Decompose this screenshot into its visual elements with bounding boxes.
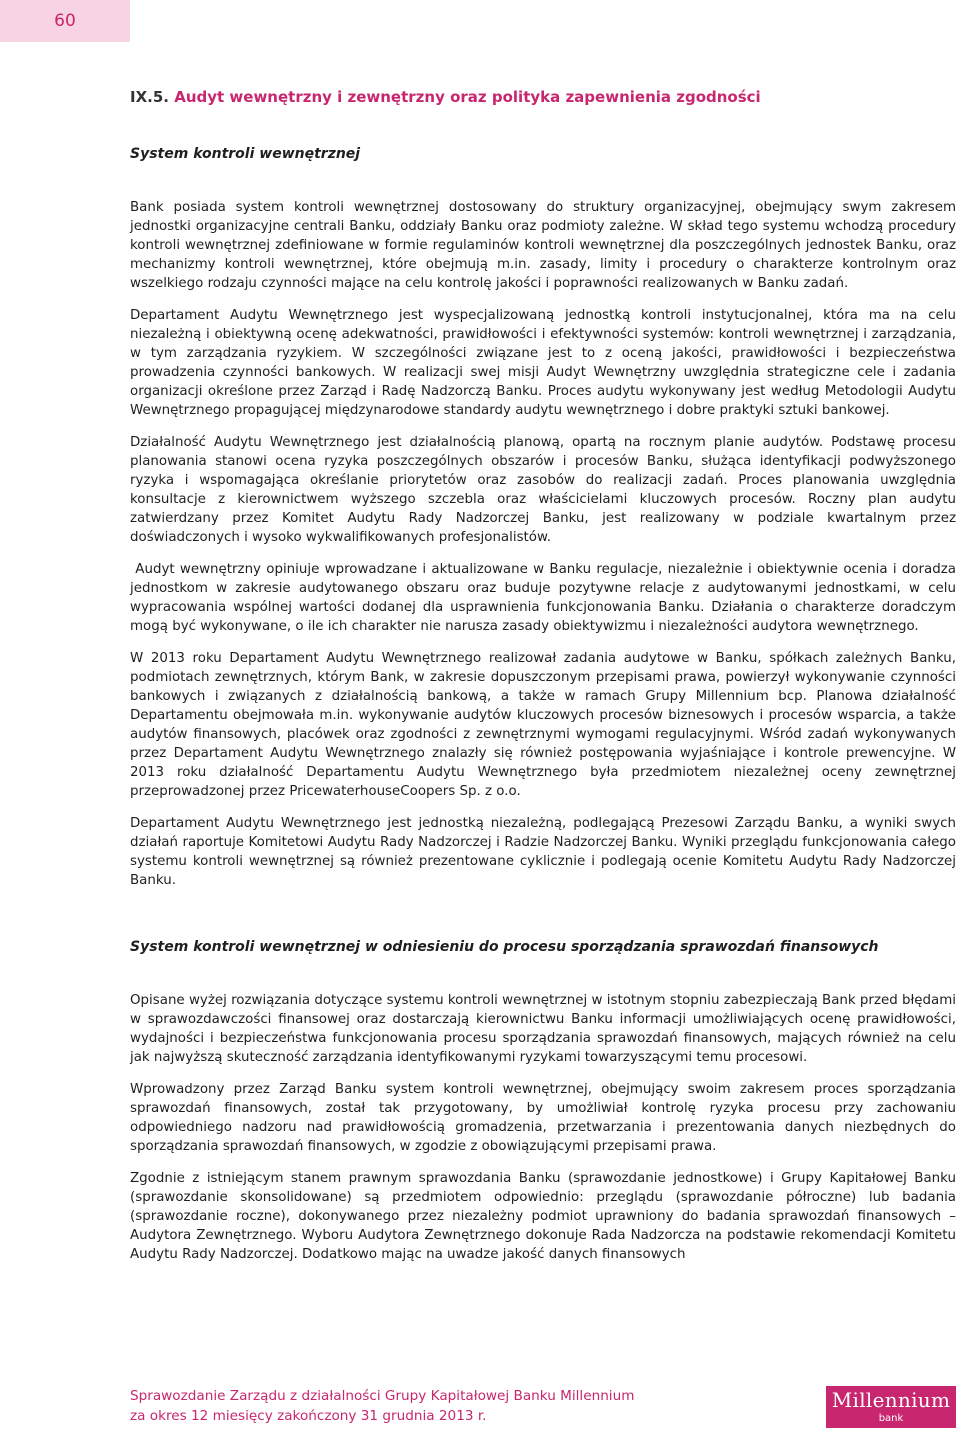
logo-subtext: bank	[878, 1413, 904, 1424]
paragraph: Bank posiada system kontroli wewnętrznej dostosowany do struktury organizacyjnej, obejmujący swym zakresem jednostki organizacyjne centrali Banku, oddziały Banku oraz podmioty zależne. W skład tego systemu wchodzą procedury kontroli wewnętrznej zdefiniowane w formie regulaminów kontroli wewnętrznej dla poszczególnych jednostek Banku, oraz mechanizmy kontroli wewnętrznej, które obejmują m.in. zasady, limity i procedury o charakterze kontrolnym oraz wszelkiego rodzaju czynności mające na celu kontrolę jakości i poprawności realizowanych w Banku zadań.	[130, 200, 956, 291]
paragraph: Audyt wewnętrzny opiniuje wprowadzane i aktualizowane w Banku regulacje, niezależnie i obiektywnie ocenia i doradza jednostkom w zakresie audytowanego obszaru oraz buduje pozytywne relacje z audytowanymi jednostkami, w celu wypracowania wspólnej wartości dodanej dla usprawnienia funkcjonowania Banku. Działania o charakterze doradczym mogą być wykonywane, o ile ich charakter nie narusza zasady obiektywizmu i niezależności audytora wewnętrznego.	[130, 562, 960, 634]
subheading-financial-reporting: System kontroli wewnętrznej w odniesieniu do procesu sporządzania sprawozdań finansowych	[130, 939, 879, 955]
page-footer	[130, 1386, 956, 1430]
page-number: 60	[0, 0, 130, 42]
logo-wordmark: Millennium	[831, 1388, 951, 1412]
section-number: IX.5.	[130, 88, 169, 106]
footer-text	[130, 1386, 634, 1426]
footer-line-2: za okres 12 miesięcy zakończony 31 grudnia 2013 r.	[130, 1408, 487, 1424]
paragraph: W 2013 roku Departament Audytu Wewnętrznego realizował zadania audytowe w Banku, spółkach zależnych Banku, podmiotach zewnętrznych, którym Bank, w zakresie dopuszczonym przepisami prawa, powierzył wykonywanie czynności bankowych i związanych z działalnością bankową, a także w ramach Grupy Millennium bcp. Planowa działalność Departamentu obejmowała m.in. wykonywanie audytów kluczowych procesów biznesowych i procesów wsparcia, a także audytów finansowych, placówek oraz zgodności z zewnętrznymi wymogami regulacyjnymi. Wśród zadań wykonywanych przez Departament Audytu Wewnętrznego znalazły się również postępowania wyjaśniające i kontrole prewencyjne. W 2013 roku działalność Departamentu Audytu Wewnętrznego była przedmiotem niezależnej oceny zewnętrznej przeprowadzonej przez PricewaterhouseCoopers Sp. z o.o.	[130, 651, 956, 799]
paragraph: Wprowadzony przez Zarząd Banku system kontroli wewnętrznej, obejmujący swoim zakresem proces sporządzania sprawozdań finansowych, został tak przygotowany, by umożliwiał kontrolę ryzyka procesu przy zachowaniu odpowiedniego nadzoru nad prawidłowością gromadzenia, przetwarzania i prezentowania danych niezbędnych do sporządzania sprawozdań finansowych, w zgodzie z obowiązującymi przepisami prawa.	[130, 1082, 956, 1154]
subheading-internal-control: System kontroli wewnętrznej	[130, 146, 361, 162]
paragraph: Departament Audytu Wewnętrznego jest jednostką niezależną, podlegającą Prezesowi Zarządu Banku, a wyniki swych działań raportuje Komitetowi Audytu Rady Nadzorczej i Radzie Nadzorczej Banku. Wyniki przeglądu funkcjonowania całego systemu kontroli wewnętrznej są również prezentowane cyklicznie i podlegają ocenie Komitetu Audytu Rady Nadzorczej Banku.	[130, 816, 956, 888]
millennium-logo	[826, 1386, 956, 1428]
paragraph: Opisane wyżej rozwiązania dotyczące systemu kontroli wewnętrznej w istotnym stopniu zabezpieczają Bank przed błędami w sprawozdawczości finansowej oraz dostarczają kierownictwu Banku informacji umożliwiających ocenę prawidłowości, wydajności i bezpieczeństwa funkcjonowania procesu sporządzania sprawozdań finansowych, mających również na celu jak najwyższą skuteczność zarządzania identyfikowanymi ryzykami towarzyszącymi temu procesowi.	[130, 993, 956, 1065]
document-body	[130, 85, 960, 1264]
footer-line-1: Sprawozdanie Zarządu z działalności Grupy Kapitałowej Banku Millennium	[130, 1388, 635, 1404]
paragraph: Działalność Audytu Wewnętrznego jest działalnością planową, opartą na rocznym planie audytów. Podstawę procesu planowania stanowi ocena ryzyka poszczególnych obszarów i procesów Banku, służąca identyfikacji podwyższonego ryzyka i wspomagająca określanie priorytetów oraz zasobów do realizacji zadań. Proces planowania uwzględnia konsultacje z kierownictwem wyższego szczebla oraz właścicielami kluczowych procesów. Roczny plan audytu zatwierdzany przez Komitet Audytu Rady Nadzorczej Banku, jest realizowany w podziale kwartalnym przez doświadczonych i wysoko wykwalifikowanych profesjonalistów.	[130, 435, 956, 545]
paragraph: Departament Audytu Wewnętrznego jest wyspecjalizowaną jednostką kontroli instytucjonalnej, która ma na celu niezależną i obiektywną ocenę adekwatności, prawidłowości i efektywności systemów: kontroli wewnętrznej i zarządzania, w tym zarządzania ryzykiem. W szczególności związane jest to z oceną jakości, prawidłowości i bezpieczeństwa prowadzenia czynności bankowych. W realizacji swej misji Audyt Wewnętrzny uwzględnia strategiczne cele i zadania organizacji określone przez Zarząd i Radę Nadzorczą Banku. Proces audytu wykonywany jest według Metodologii Audytu Wewnętrznego propagującej międzynarodowe standardy audytu wewnętrznego i dobre praktyki sztuki bankowej.	[130, 308, 956, 418]
paragraph: Zgodnie z istniejącym stanem prawnym sprawozdania Banku (sprawozdanie jednostkowe) i Grupy Kapitałowej Banku (sprawozdanie skonsolidowane) są przedmiotem odpowiednio: przeglądu (sprawozdanie półroczne) lub badania (sprawozdanie roczne), dokonywanego przez niezależny podmiot uprawniony do badania sprawozdań finansowych – Audytora Zewnętrznego. Wyboru Audytora Zewnętrznego dokonuje Rada Nadzorcza na podstawie rekomendacji Komitetu Audytu Rady Nadzorczej. Dodatkowo mając na uwadze jakość danych finansowych	[130, 1171, 956, 1262]
section-title-text: Audyt wewnętrzny i zewnętrzny oraz polityka zapewnienia zgodności	[174, 88, 761, 106]
section-title	[130, 85, 956, 109]
